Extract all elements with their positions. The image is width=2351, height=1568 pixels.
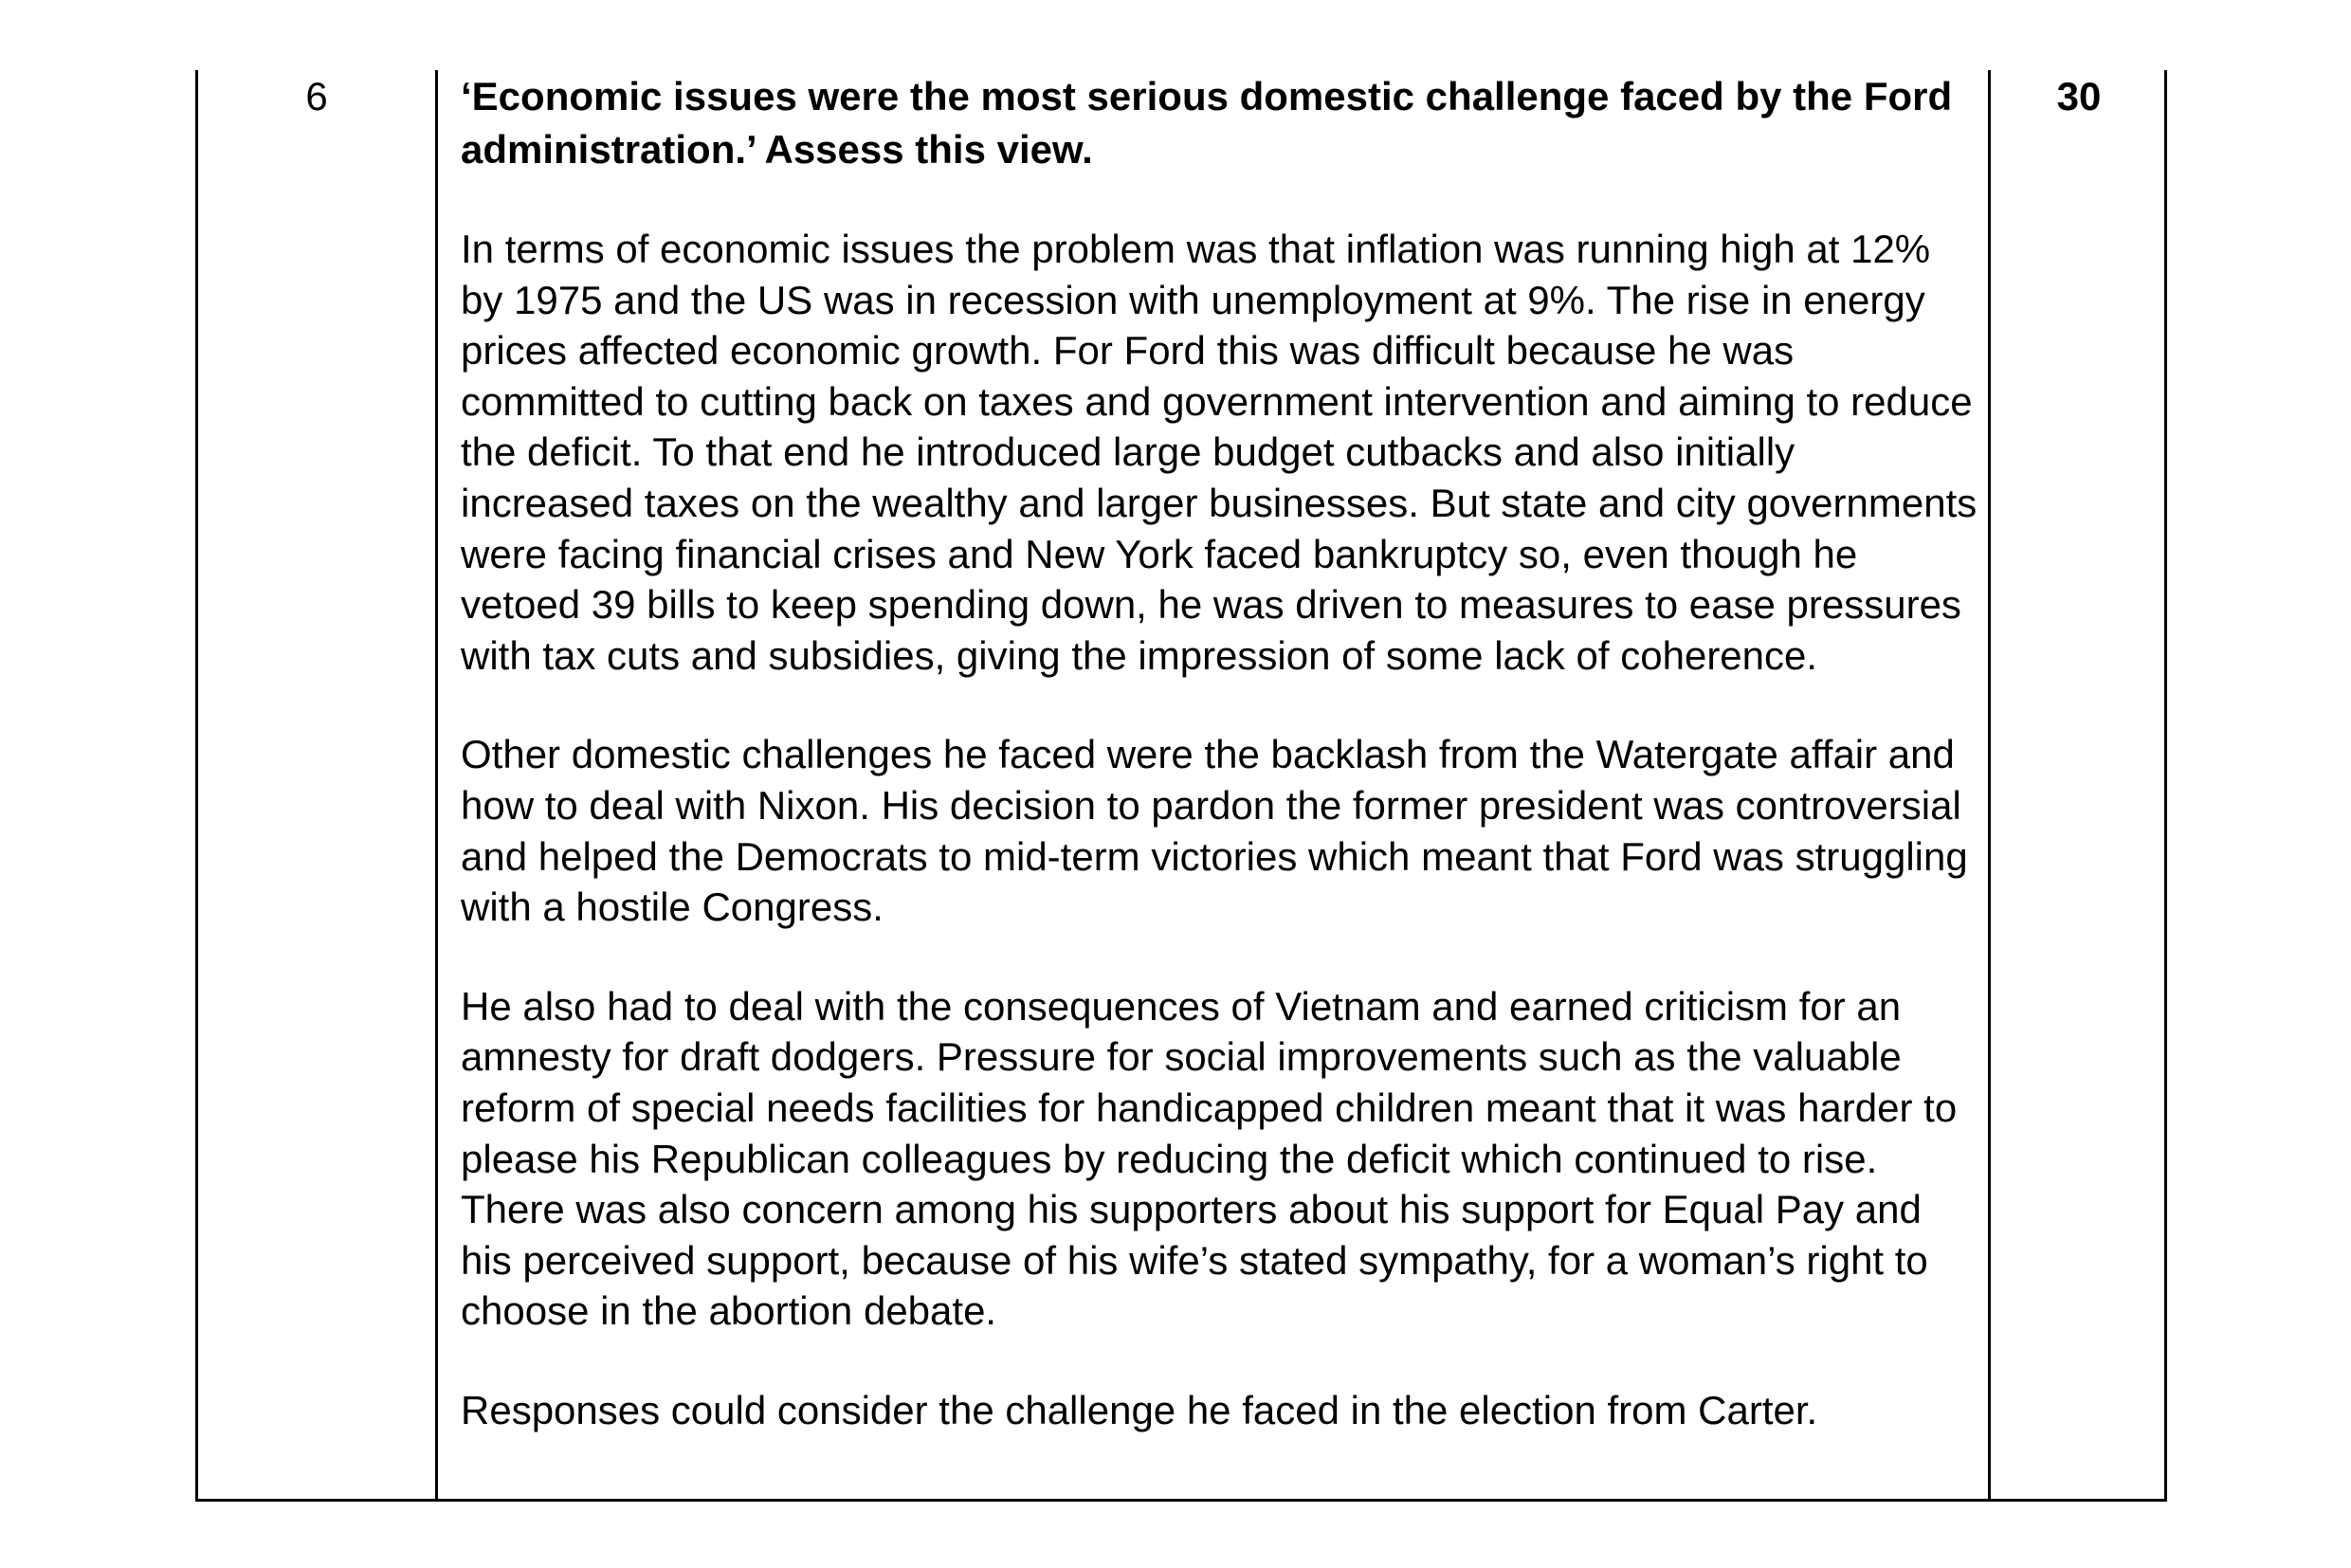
answer-paragraph: Responses could consider the challenge he faced in the election from Carter.: [461, 1387, 1818, 1432]
marks-value: 30: [2056, 74, 2102, 119]
column-divider: [435, 70, 438, 1499]
answer-paragraph: In terms of economic issues the problem was that inflation was running high at 12% by 1975 and the US was in recession with unemployment at 9%. The rise in energy prices affected economic growth. For Ford this was difficult because he was committed to cutting back on taxes and government intervention and aiming to reduce the deficit. To that end he introduced large budget cutbacks and also initially increased taxes on the wealthy and larger businesses. But state and city governments were facing financial crises and New York faced bankruptcy so, even though he vetoed 39 bills to keep spending down, he was driven to measures to ease pressures with tax cuts and subsidies, giving the impression of some lack of coherence.: [461, 227, 1977, 678]
mark-scheme-table: [195, 70, 2167, 1502]
question-text: ‘Economic issues were the most serious domestic challenge faced by the Ford administration.’ Assess this view.: [461, 74, 1953, 172]
question-number: 6: [305, 74, 328, 119]
answer-cell: [461, 70, 1977, 1484]
answer-paragraph: He also had to deal with the consequences of Vietnam and earned criticism for an amnesty for draft dodgers. Pressure for social improvements such as the valuable reform of special needs facilities for handicapped children meant that it was harder to please his Republican colleagues by reducing the deficit which continued to rise. There was also concern among his supporters about his support for Equal Pay and his perceived support, because of his wife’s stated sympathy, for a woman’s right to choose in the abortion debate.: [461, 983, 1958, 1334]
answer-paragraph: Other domestic challenges he faced were the backlash from the Watergate affair and how to deal with Nixon. His decision to pardon the former president was controversial and helped the Democrats to mid-term victories which meant that Ford was struggling with a hostile Congress.: [461, 732, 1968, 930]
column-divider: [1988, 70, 1991, 1499]
